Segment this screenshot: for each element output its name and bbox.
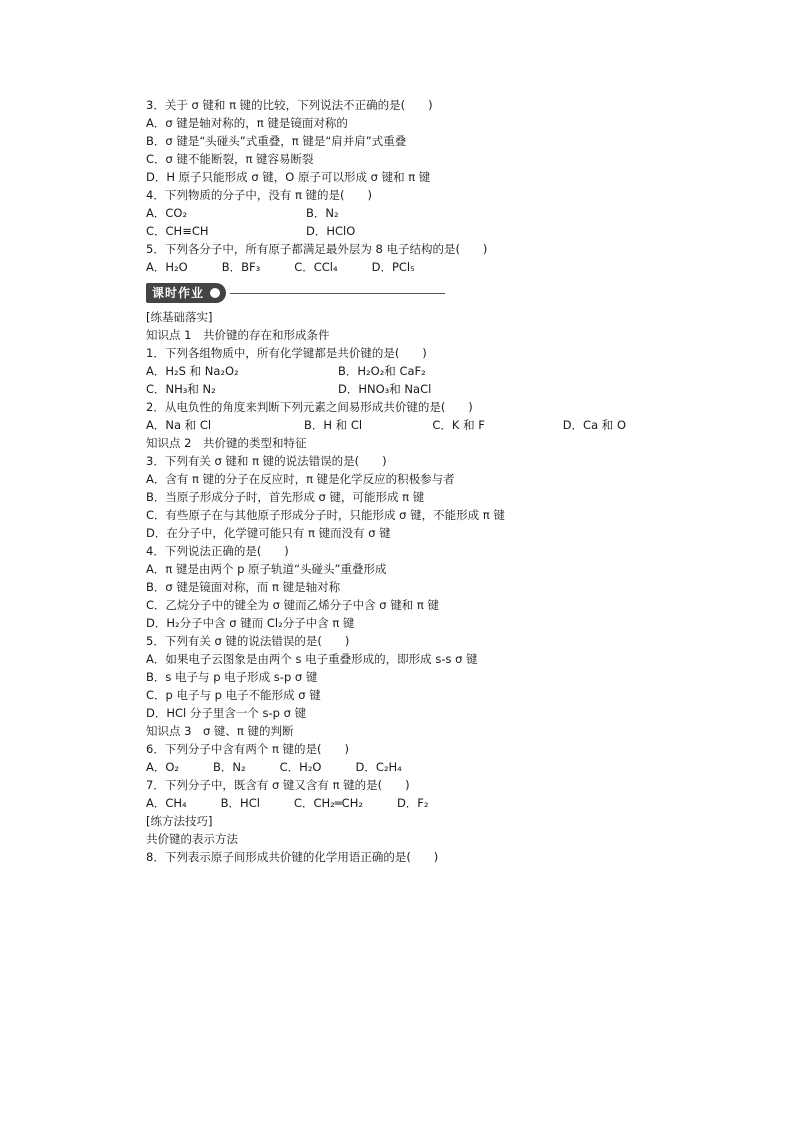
work-question-2-option-b: B．H 和 Cl [303,418,363,432]
work-question-2-option-c: C．K 和 F [432,418,485,432]
work-question-4-option-c: C．乙烷分子中的键全为 σ 键而乙烯分子中含 σ 键和 π 键 [146,598,439,612]
question-4-option-d: D．HClO [306,224,356,238]
knowledge-point-1: 知识点 1 共价键的存在和形成条件 [146,328,330,342]
work-question-5-option-d: D．HCl 分子里含一个 s-p σ 键 [146,706,307,720]
work-question-3-option-a: A．含有 π 键的分子在反应时，π 键是化学反应的积极参与者 [146,472,455,486]
work-question-7-stem: 7．下列分子中，既含有 σ 键又含有 π 键的是( ) [146,778,410,792]
work-question-1-options-row-2: C．NH₃和 N₂ D．HNO₃和 NaCl [146,382,432,396]
section-basic-practice: [练基础落实] [146,310,213,324]
work-question-3-stem: 3．下列有关 σ 键和 π 键的说法错误的是( ) [146,454,387,468]
work-question-6-option-d: D．C₂H₄ [355,760,402,774]
work-question-6-option-c: C．H₂O [279,760,322,774]
question-4-stem: 4．下列物质的分子中，没有 π 键的是( ) [146,188,373,202]
section-method-practice: [练方法技巧] [146,814,213,828]
banner-dot-icon [210,288,220,298]
work-question-6-stem: 6．下列分子中含有两个 π 键的是( ) [146,742,350,756]
question-4-option-b: B．N₂ [306,206,339,220]
knowledge-point-3: 知识点 3 σ 键、π 键的判断 [146,724,294,738]
work-question-1-option-a: A．H₂S 和 Na₂O₂ [146,364,239,378]
work-question-2-options [146,416,626,434]
question-5-option-a: A．H₂O [146,260,188,274]
work-question-5-stem: 5．下列有关 σ 键的说法错误的是( ) [146,634,350,648]
knowledge-point-2: 知识点 2 共价键的类型和特征 [146,436,307,450]
question-3-stem: 3．关于 σ 键和 π 键的比较，下列说法不正确的是( ) [146,98,433,112]
question-4-options-row-1 [146,204,626,222]
work-question-5-option-c: C．p 电子与 p 电子不能形成 σ 键 [146,688,321,702]
work-question-3-option-b: B．当原子形成分子时，首先形成 σ 键，可能形成 π 键 [146,490,425,504]
work-question-4-option-d: D．H₂分子中含 σ 键而 Cl₂分子中含 π 键 [146,616,355,630]
question-4-option-a: A．CO₂ [146,206,188,220]
banner-tag [146,283,226,303]
question-4-options-row-2 [146,222,626,240]
question-5-options [146,258,626,276]
question-3-option-b: B．σ 键是“头碰头”式重叠，π 键是“肩并肩”式重叠 [146,134,407,148]
work-question-1-option-c: C．NH₃和 N₂ [146,382,216,396]
work-question-7-options [146,794,626,812]
work-question-2-stem: 2．从电负性的角度来判断下列元素之间易形成共价键的是( ) [146,400,473,414]
work-question-5-option-a: A．如果电子云图象是由两个 s 电子重叠形成的，即形成 s-s σ 键 [146,652,478,666]
work-question-5-option-b: B．s 电子与 p 电子形成 s-p σ 键 [146,670,318,684]
work-question-4-option-a: A．π 键是由两个 p 原子轨道“头碰头”重叠形成 [146,562,387,576]
work-question-1-stem: 1．下列各组物质中，所有化学键都是共价键的是( ) [146,346,427,360]
work-question-2-option-d: D．Ca 和 O [562,418,626,432]
work-question-8-stem: 8．下列表示原子间形成共价键的化学用语正确的是( ) [146,850,439,864]
work-question-6-option-b: B．N₂ [213,760,246,774]
question-5-stem: 5．下列各分子中，所有原子都满足最外层为 8 电子结构的是( ) [146,242,488,256]
work-question-6-option-a: A．O₂ [146,760,180,774]
question-5-option-b: B．BF₃ [221,260,261,274]
question-4-option-c: C．CH≡CH [146,224,209,238]
work-question-6-options [146,758,626,776]
work-question-3-option-d: D．在分子中，化学键可能只有 π 键而没有 σ 键 [146,526,391,540]
content-column [146,96,626,866]
work-question-1-options-row-1: A．H₂S 和 Na₂O₂ B．H₂O₂和 CaF₂ [146,364,426,378]
question-5-option-d: D．PCl₅ [371,260,415,274]
knowledge-point-4: 共价键的表示方法 [146,832,238,846]
work-question-7-option-c: C．CH₂═CH₂ [293,796,363,810]
question-5-option-c: C．CCl₄ [294,260,338,274]
section-banner [146,282,626,304]
question-3-option-c: C．σ 键不能断裂，π 键容易断裂 [146,152,314,166]
work-question-2-option-a: A．Na 和 Cl [146,418,212,432]
question-3-option-a: A．σ 键是轴对称的，π 键是镜面对称的 [146,116,348,130]
work-question-4-stem: 4．下列说法正确的是( ) [146,544,289,558]
work-question-7-option-d: D．F₂ [396,796,429,810]
work-question-3-option-c: C．有些原子在与其他原子形成分子时，只能形成 σ 键，不能形成 π 键 [146,508,505,522]
work-question-4-option-b: B．σ 键是镜面对称，而 π 键是轴对称 [146,580,341,594]
question-3-option-d: D．H 原子只能形成 σ 键，O 原子可以形成 σ 键和 π 键 [146,170,431,184]
banner-rule [230,293,445,294]
banner-label: 课时作业 [152,286,205,300]
work-question-7-option-b: B．HCl [220,796,260,810]
work-question-7-option-a: A．CH₄ [146,796,187,810]
